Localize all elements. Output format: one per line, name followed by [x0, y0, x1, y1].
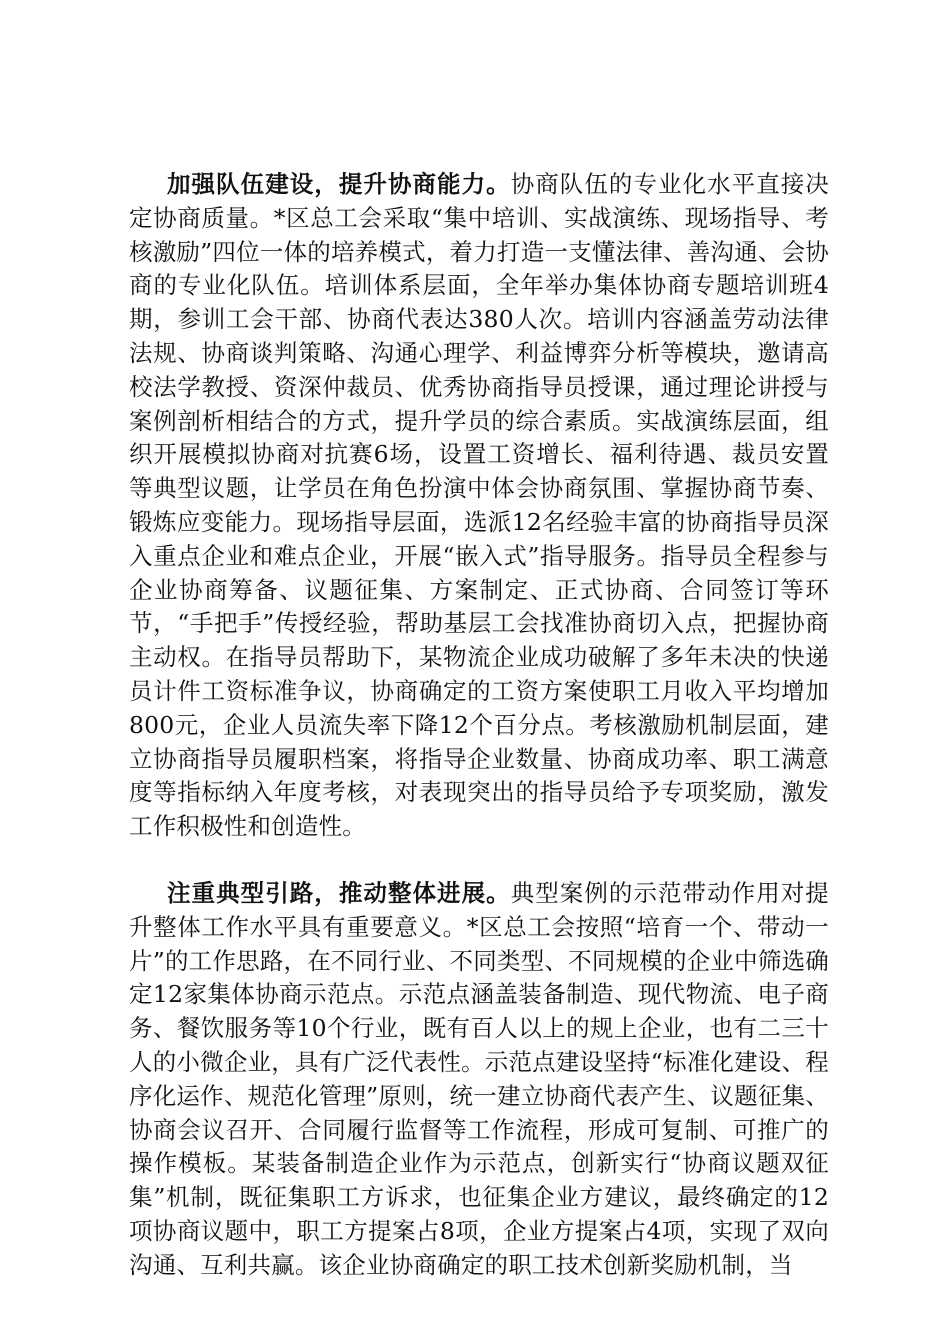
paragraph-lead-heading: 加强队伍建设，提升协商能力。	[167, 170, 511, 198]
paragraph-team-building	[129, 168, 829, 844]
paragraph-body-text: 典型案例的示范带动作用对提升整体工作水平具有重要意义。*区总工会按照“培育一个、带动一片”的工作思路，在不同行业、不同类型、不同规模的企业中筛选确定12家集体协商示范点。示范点涵盖装备制造、现代物流、电子商务、餐饮服务等10个行业，既有百人以上的规上企业，也有二三十人的小微企业，具有广泛代表性。示范点建设坚持“标准化建设、程序化运作、规范化管理”原则，统一建立协商代表产生、议题征集、协商会议召开、合同履行监督等工作流程，形成可复制、可推广的操作模板。某装备制造企业作为示范点，创新实行“协商议题双征集”机制，既征集职工方诉求，也征集企业方建议，最终确定的12项协商议题中，职工方提案占8项，企业方提案占4项，实现了双向沟通、互利共赢。该企业协商确定的职工技术创新奖励机制，当	[129, 878, 829, 1279]
paragraph-typical-cases	[129, 877, 829, 1283]
document-body	[129, 168, 829, 1283]
paragraph-body-text: 协商队伍的专业化水平直接决定协商质量。*区总工会采取“集中培训、实战演练、现场指导、考核激励”四位一体的培养模式，着力打造一支懂法律、善沟通、会协商的专业化队伍。培训体系层面，全年举办集体协商专题培训班4期，参训工会干部、协商代表达380人次。培训内容涵盖劳动法律法规、协商谈判策略、沟通心理学、利益博弈分析等模块，邀请高校法学教授、资深仲裁员、优秀协商指导员授课，通过理论讲授与案例剖析相结合的方式，提升学员的综合素质。实战演练层面，组织开展模拟协商对抗赛6场，设置工资增长、福利待遇、裁员安置等典型议题，让学员在角色扮演中体会协商氛围、掌握协商节奏、锻炼应变能力。现场指导层面，选派12名经验丰富的协商指导员深入重点企业和难点企业，开展“嵌入式”指导服务。指导员全程参与企业协商筹备、议题征集、方案制定、正式协商、合同签订等环节，“手把手”传授经验，帮助基层工会找准协商切入点，把握协商主动权。在指导员帮助下，某物流企业成功破解了多年未决的快递员计件工资标准争议，协商确定的工资方案使职工月收入平均增加800元，企业人员流失率下降12个百分点。考核激励机制层面，建立协商指导员履职档案，将指导企业数量、协商成功率、职工满意度等指标纳入年度考核，对表现突出的指导员给予专项奖励，激发工作积极性和创造性。	[129, 170, 829, 841]
paragraph-lead-heading: 注重典型引路，推动整体进展。	[167, 878, 511, 907]
